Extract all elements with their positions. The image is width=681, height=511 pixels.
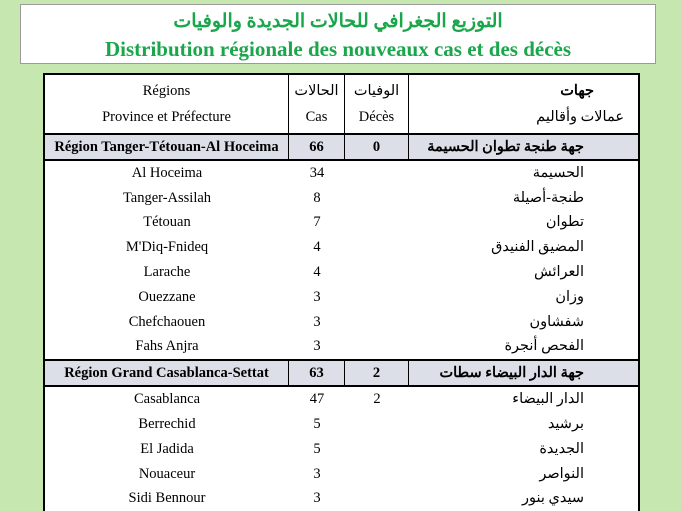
province-name-fr: M'Diq-Fnideq: [125, 239, 209, 256]
province-cases: 3: [313, 490, 321, 507]
region-name-fr: Région Tanger-Tétouan-Al Hoceima: [45, 135, 289, 159]
province-deaths: 2: [373, 391, 381, 408]
table-row: [45, 335, 638, 360]
province-name-fr: Al Hoceima: [131, 164, 203, 181]
title-arabic: التوزيع الجغرافي للحالات الجديدة والوفيات: [173, 11, 503, 32]
table-row: [45, 211, 638, 236]
table-row: [45, 285, 638, 310]
header-deaths: الوفيات Décès: [345, 75, 409, 133]
header-regions: Régions Province et Préfecture: [45, 75, 289, 133]
table-row: [45, 161, 638, 186]
table-row: [45, 462, 638, 487]
province-cases: 5: [313, 416, 321, 433]
province-name-fr: Tétouan: [143, 214, 191, 231]
province-name-fr: Nouaceur: [138, 465, 196, 482]
province-cases: 3: [313, 313, 321, 330]
province-name-fr: Larache: [143, 264, 191, 281]
province-cases: 3: [313, 288, 321, 305]
province-name-fr: Chefchaouen: [128, 313, 206, 330]
province-cases: 4: [313, 239, 321, 256]
region-row: [45, 359, 638, 387]
region-name-ar: جهة الدار البيضاء سطات: [439, 364, 584, 381]
province-name-ar: طنجة-أصيلة: [512, 189, 584, 206]
province-name-fr: Berrechid: [138, 416, 196, 433]
province-name-fr: Tanger-Assilah: [122, 189, 212, 206]
province-name-fr: Ouezzane: [138, 288, 196, 305]
province-cases: 4: [313, 264, 321, 281]
province-name-ar: تطوان: [545, 214, 584, 231]
region-deaths: 2: [345, 361, 409, 385]
province-name-ar: الجديدة: [539, 440, 584, 457]
province-name-fr: El Jadida: [140, 440, 194, 457]
table-row: [45, 412, 638, 437]
province-name-ar: شفشاون: [529, 313, 584, 330]
province-cases: 5: [313, 440, 321, 457]
province-name-fr: Fahs Anjra: [135, 338, 199, 355]
province-name-ar: برشيد: [547, 416, 584, 433]
province-name-fr: Casablanca: [133, 391, 201, 408]
province-cases: 8: [313, 189, 321, 206]
header-regions-arabic: جهات عمالات وأقاليم: [536, 83, 624, 125]
region-deaths: 0: [345, 135, 409, 159]
province-cases: 47: [309, 391, 325, 408]
region-name-ar: جهة طنجة تطوان الحسيمة: [427, 138, 584, 155]
title-french: Distribution régionale des nouveaux cas et des décès: [104, 37, 572, 61]
province-name-fr: Sidi Bennour: [128, 490, 206, 507]
table-row: [45, 487, 638, 511]
table-row: [45, 387, 638, 412]
header-cases: الحالات Cas: [289, 75, 345, 133]
table-row: [45, 186, 638, 211]
province-cases: 34: [309, 164, 325, 181]
region-row: [45, 135, 638, 161]
distribution-table: [43, 73, 640, 511]
region-cases: 63: [289, 361, 345, 385]
province-name-ar: النواصر: [539, 465, 584, 482]
table-row: [45, 310, 638, 335]
province-name-ar: العرائش: [534, 264, 584, 281]
table-row: [45, 437, 638, 462]
region-name-fr: Région Grand Casablanca-Settat: [45, 361, 289, 385]
region-cases: 66: [289, 135, 345, 159]
province-cases: 7: [313, 214, 321, 231]
province-name-ar: وزان: [555, 288, 584, 305]
province-name-ar: الحسيمة: [532, 164, 584, 181]
province-cases: 3: [313, 465, 321, 482]
province-name-ar: المضيق الفنيدق: [491, 239, 584, 256]
province-name-ar: سيدي بنور: [521, 490, 584, 507]
title-box: [20, 4, 656, 64]
province-name-ar: الدار البيضاء: [512, 391, 584, 408]
province-name-ar: الفحص أنجرة: [504, 338, 584, 355]
province-cases: 3: [313, 338, 321, 355]
table-header: [45, 75, 638, 135]
table-row: [45, 235, 638, 260]
table-row: [45, 260, 638, 285]
